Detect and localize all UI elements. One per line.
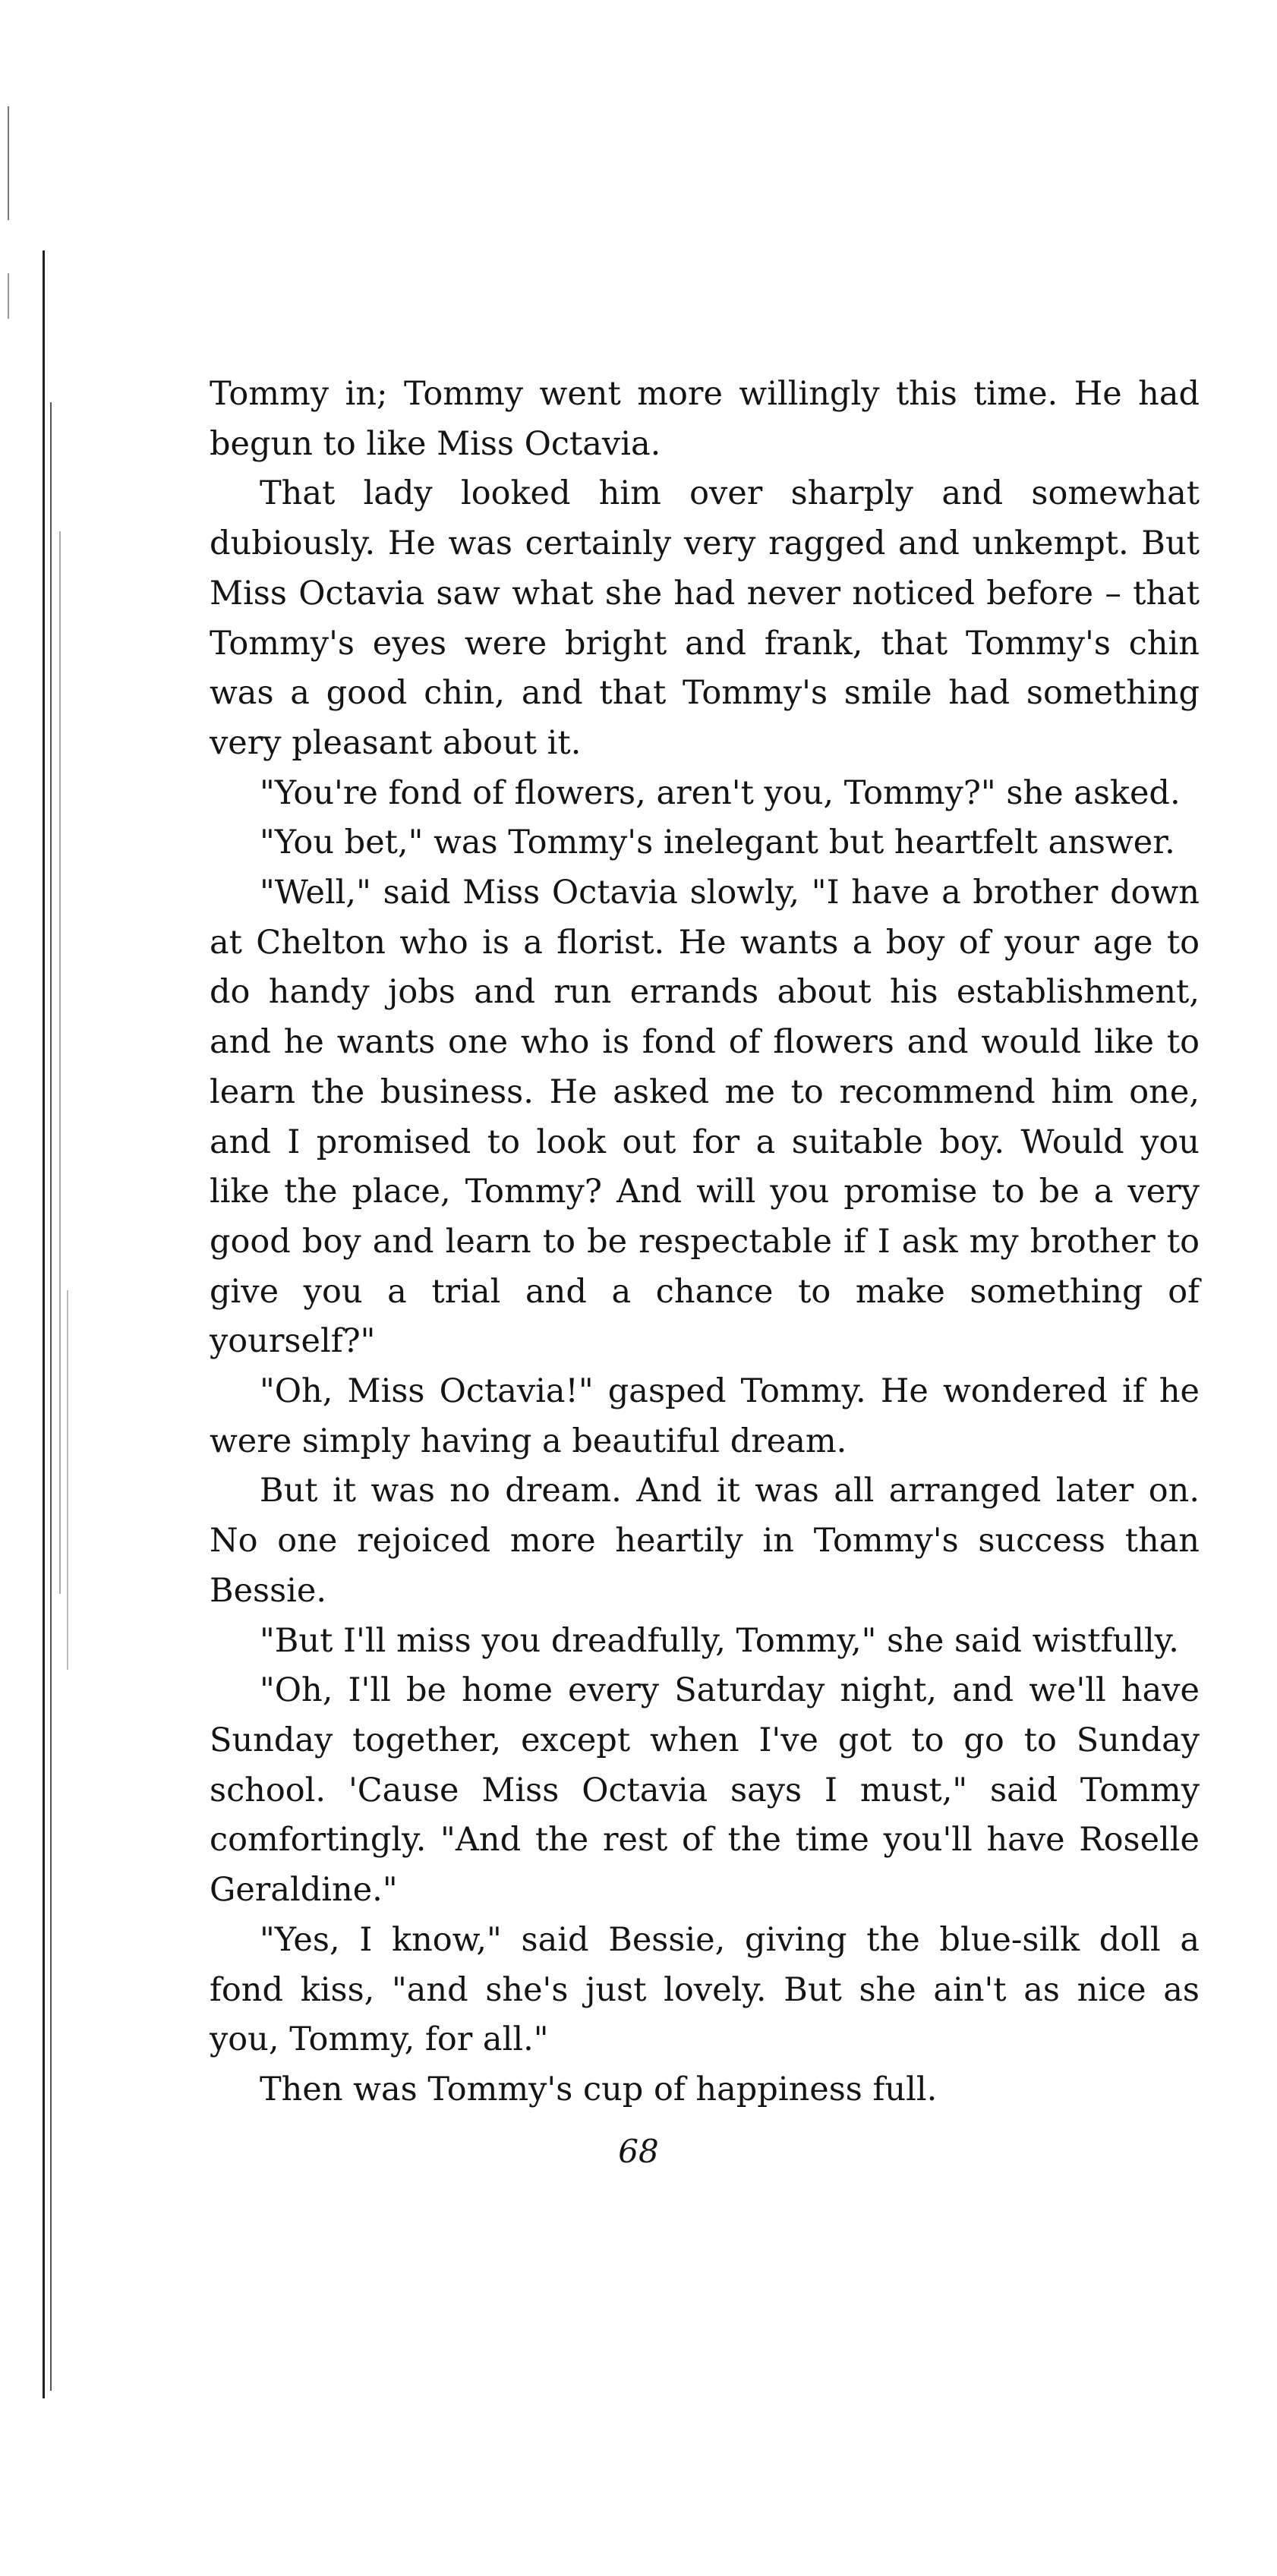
paragraph: Then was Tommy's cup of happiness full. [260, 2070, 938, 2108]
paragraph: That lady looked him over sharply and somewhat dubiously. He was certainly very ragged and unkempt. But Miss Octavia saw what she had never noticed before – that Tommy's eyes were bright and frank, that Tommy's chin was a good chin, and that Tommy's smile had something very pleasant about it. [210, 474, 1200, 762]
scan-artifact [67, 1290, 68, 1670]
body-text [210, 370, 1200, 2115]
paragraph: Tommy in; Tommy went more willingly this time. He had begun to like Miss Octavia. [210, 375, 1200, 463]
paragraph: "But I'll miss you dreadfully, Tommy," she said wistfully. [260, 1621, 1179, 1660]
scan-artifact [8, 106, 9, 220]
paragraph: "Yes, I know," said Bessie, giving the blue-silk doll a fond kiss, "and she's just lovely. But she ain't as nice as you, Tommy, for all." [210, 1920, 1200, 2059]
paragraph: "Oh, Miss Octavia!" gasped Tommy. He wondered if he were simply having a beautiful dream. [210, 1372, 1200, 1460]
paragraph: But it was no dream. And it was all arranged later on. No one rejoiced more heartily in Tommy's success than Bessie. [210, 1472, 1200, 1610]
paragraph: "You're fond of flowers, aren't you, Tommy?" she asked. [260, 773, 1181, 812]
scan-artifact [59, 531, 61, 1594]
paragraph: "Oh, I'll be home every Saturday night, and we'll have Sunday together, except when I've got to go to Sunday school. 'Cause Miss Octavia says I must," said Tommy comfortingly. "And the rest of the time you'll have Roselle Geraldine." [210, 1671, 1200, 1910]
paragraph: "You bet," was Tommy's inelegant but heartfelt answer. [260, 824, 1175, 862]
paragraph: "Well," said Miss Octavia slowly, "I have a brother down at Chelton who is a florist. He wants a boy of your age to do handy jobs and run errands about his establishment, and he wants one who is fond of flowers and would like to learn the business. He asked me to recommend him one, and I promised to look out for a suitable boy. Would you like the place, Tommy? And will you promise to be a very good boy and learn to be respectable if I ask my brother to give you a trial and a chance to make something of yourself?" [210, 874, 1200, 1361]
binding-gutter-line [50, 402, 52, 2391]
page-number: 68 [618, 2133, 659, 2170]
scan-artifact [8, 273, 9, 319]
binding-gutter-line [43, 250, 45, 2398]
